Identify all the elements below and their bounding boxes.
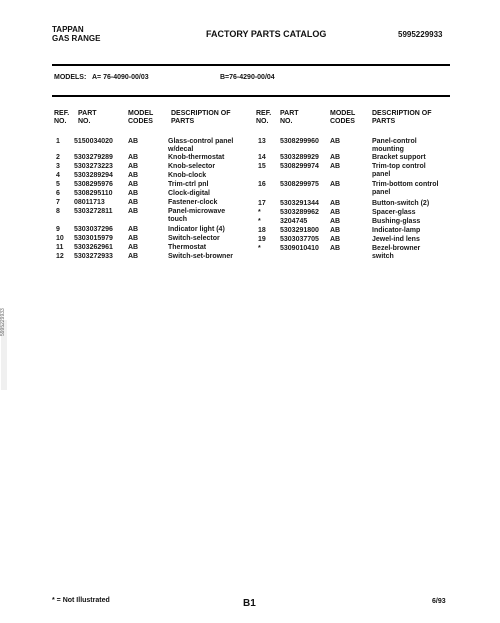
part-description: Indicator-lamp — [372, 227, 421, 234]
part-description: Indicator light (4) — [168, 226, 225, 233]
part-number: 5308299974 — [280, 163, 319, 170]
part-number: 5303015979 — [74, 235, 113, 242]
part-description: Trim-bottom control panel — [372, 181, 439, 196]
part-description: Knob-clock — [168, 172, 207, 179]
model-code: AB — [128, 163, 139, 170]
part-number: 5308299975 — [280, 181, 319, 188]
part-description: Jewel-ind lens — [372, 236, 420, 243]
page-number: B1 — [243, 598, 256, 609]
part-description: Thermostat — [168, 244, 207, 251]
part-description: Panel-microwave touch — [168, 208, 226, 223]
part-description: Knob-selector — [168, 163, 216, 170]
part-number: 3204745 — [280, 218, 308, 225]
ref-number: 8 — [56, 208, 60, 215]
col-header-part-left: PART NO. — [78, 110, 97, 125]
model-code: AB — [330, 154, 341, 161]
ref-number: 1 — [56, 138, 60, 145]
part-number: 5303291344 — [280, 200, 319, 207]
part-description: Knob-thermostat — [168, 154, 225, 161]
side-catalog-number: 5995229933 — [0, 308, 6, 336]
models-label: MODELS: — [54, 74, 87, 81]
model-code: AB — [330, 138, 341, 145]
model-code: AB — [128, 253, 139, 260]
part-number: 5308295110 — [74, 190, 113, 197]
model-code: AB — [128, 226, 139, 233]
brand-line-2: GAS RANGE — [52, 34, 101, 43]
model-code: AB — [128, 208, 139, 215]
ref-number: 9 — [56, 226, 60, 233]
model-code: AB — [128, 244, 139, 251]
model-code: AB — [128, 199, 139, 206]
part-number: 5308295976 — [74, 181, 113, 188]
model-range-b: B=76-4290-00/04 — [220, 74, 275, 81]
catalog-title: FACTORY PARTS CATALOG — [206, 29, 327, 39]
model-code: AB — [128, 181, 139, 188]
col-header-codes-right: MODEL CODES — [330, 110, 356, 125]
ref-number: 11 — [56, 244, 64, 251]
ref-number: 7 — [56, 199, 60, 206]
model-code: AB — [128, 190, 139, 197]
ref-number: 6 — [56, 190, 60, 197]
ref-number: 12 — [56, 253, 64, 260]
model-code: AB — [330, 245, 341, 252]
model-code: AB — [330, 236, 341, 243]
catalog-number: 5995229933 — [398, 30, 443, 39]
ref-number: 19 — [258, 236, 266, 243]
part-description: Spacer-glass — [372, 209, 416, 216]
part-description: Clock-digital — [168, 190, 211, 197]
model-range-a: A= 76-4090-00/03 — [92, 74, 149, 81]
part-description: Trim-ctrl pnl — [168, 181, 209, 188]
part-number: 5308299960 — [280, 138, 319, 145]
part-description: Bushing-glass — [372, 218, 421, 225]
part-number: 5303272933 — [74, 253, 113, 260]
catalog-date: 6/93 — [432, 598, 446, 605]
model-code: AB — [128, 172, 139, 179]
ref-number: * — [258, 209, 261, 216]
ref-number: 5 — [56, 181, 60, 188]
part-number: 5309010410 — [280, 245, 319, 252]
model-code: AB — [330, 200, 341, 207]
model-code: AB — [128, 138, 139, 145]
part-number: 5303037296 — [74, 226, 113, 233]
part-description: Glass-control panel w/decal — [168, 138, 234, 153]
model-code: AB — [330, 218, 341, 225]
ref-number: * — [258, 245, 261, 252]
part-description: Bezel-browner switch — [372, 245, 421, 260]
ref-number: 16 — [258, 181, 266, 188]
part-number: 5303289962 — [280, 209, 319, 216]
ref-number: 4 — [56, 172, 60, 179]
ref-number: 18 — [258, 227, 266, 234]
model-code: AB — [330, 181, 341, 188]
model-code: AB — [330, 163, 341, 170]
ref-number: 15 — [258, 163, 266, 170]
footnote: * = Not Illustrated — [52, 597, 110, 604]
ref-number: * — [258, 218, 261, 225]
table-top-rule — [52, 95, 450, 97]
col-header-ref-left: REF. NO. — [54, 110, 70, 125]
col-header-part-right: PART NO. — [280, 110, 299, 125]
header-rule — [52, 64, 450, 66]
part-number: 5303273223 — [74, 163, 113, 170]
col-header-desc-right: DESCRIPTION OF PARTS — [372, 110, 432, 125]
part-number: 5150034020 — [74, 138, 113, 145]
part-number: 5303037705 — [280, 236, 319, 243]
ref-number: 14 — [258, 154, 266, 161]
col-header-desc-left: DESCRIPTION OF PARTS — [171, 110, 231, 125]
model-code: AB — [330, 227, 341, 234]
brand-line-1: TAPPAN — [52, 25, 84, 34]
ref-number: 3 — [56, 163, 60, 170]
part-number: 5303262961 — [74, 244, 113, 251]
part-description: Switch-selector — [168, 235, 220, 242]
part-number: 5303272811 — [74, 208, 113, 215]
part-description: Bracket support — [372, 154, 426, 161]
part-number: 5303279289 — [74, 154, 113, 161]
ref-number: 13 — [258, 138, 266, 145]
part-number: 08011713 — [74, 199, 105, 206]
model-code: AB — [330, 209, 341, 216]
part-number: 5303289929 — [280, 154, 319, 161]
ref-number: 17 — [258, 200, 266, 207]
part-number: 5303289294 — [74, 172, 113, 179]
part-number: 5303291800 — [280, 227, 319, 234]
part-description: Trim-top control panel — [372, 163, 426, 178]
model-code: AB — [128, 154, 139, 161]
ref-number: 10 — [56, 235, 64, 242]
model-code: AB — [128, 235, 139, 242]
col-header-ref-right: REF. NO. — [256, 110, 272, 125]
part-description: Fastener-clock — [168, 199, 218, 206]
part-description: Panel-control mounting — [372, 138, 417, 153]
part-description: Button-switch (2) — [372, 200, 430, 207]
ref-number: 2 — [56, 154, 60, 161]
col-header-codes-left: MODEL CODES — [128, 110, 154, 125]
part-description: Switch-set-browner — [168, 253, 233, 260]
